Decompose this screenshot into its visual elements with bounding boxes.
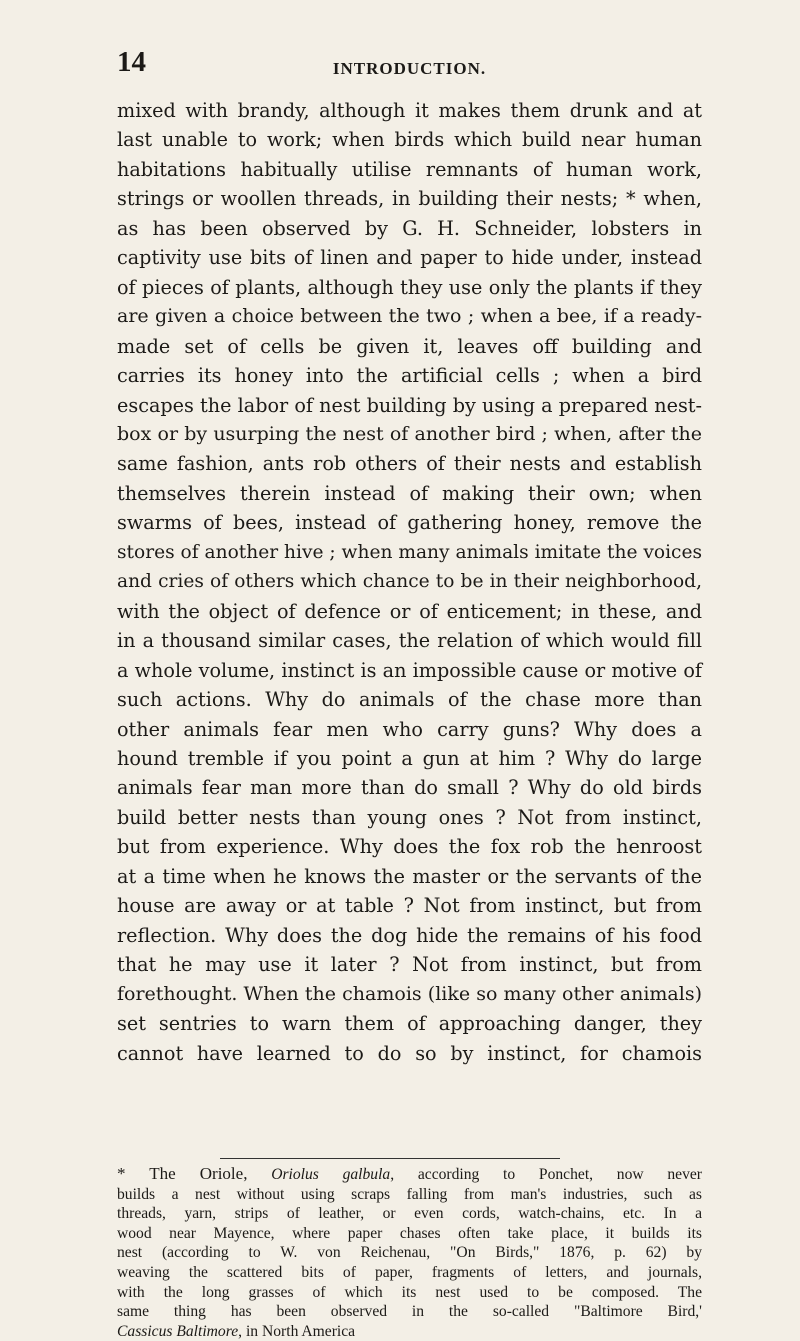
footnote-species: Oriolus galbula: [271, 1166, 391, 1183]
footnote-line: wood near Mayence, where paper chases often take place, it builds its: [117, 1224, 702, 1242]
page-header: [117, 46, 702, 86]
body-line: house are away or at table ? Not from instinct, but from: [117, 894, 702, 918]
body-line: escapes the labor of nest building by using a prepared nest-: [117, 393, 702, 417]
footnote: [117, 1164, 702, 1341]
body-line: build better nests than young ones ? Not from instinct,: [117, 805, 702, 829]
body-line: captivity use bits of linen and paper to hide under, instead: [117, 246, 702, 270]
body-line: carries its honey into the artificial cells ; when a bird: [117, 364, 702, 388]
body-line: habitations habitually utilise remnants of human work,: [117, 157, 702, 181]
footnote-marker: * The Oriole,: [117, 1164, 248, 1183]
body-line: swarms of bees, instead of gathering honey, remove the: [117, 511, 702, 535]
body-line: and cries of others which chance to be in their neighborhood,: [117, 571, 702, 593]
body-line: in a thousand similar cases, the relation of which would fill: [117, 629, 702, 653]
footnote-line: [117, 1322, 702, 1341]
body-line: other animals fear men who carry guns? Why does a: [117, 717, 702, 741]
body-line: forethought. When the chamois (like so many other animals): [117, 982, 702, 1005]
body-paragraph: [117, 96, 702, 1068]
body-line: at a time when he knows the master or the servants of the: [117, 864, 702, 888]
footnote-line: with the long grasses of which its nest used to be composed. The: [117, 1283, 702, 1301]
body-line: a whole volume, instinct is an impossible cause or motive of: [117, 658, 702, 682]
body-line: animals fear man more than do small ? Why do old birds: [117, 776, 702, 800]
body-line: mixed with brandy, although it makes them drunk and at: [117, 99, 702, 122]
body-line: with the object of defence or of enticement; in these, and: [117, 599, 702, 623]
body-line: are given a choice between the two ; when a bee, if a ready-: [117, 305, 702, 328]
body-line: as has been observed by G. H. Schneider, lobsters in: [117, 216, 702, 240]
running-head: INTRODUCTION.: [332, 59, 487, 78]
footnote-line: threads, yarn, strips of leather, or even cords, watch-chains, etc. In a: [117, 1205, 702, 1223]
body-line: made set of cells be given it, leaves off building and: [117, 334, 702, 358]
body-line: same fashion, ants rob others of their nests and establish: [117, 452, 702, 476]
body-line: such actions. Why do animals of the chase more than: [117, 688, 702, 712]
body-line: last unable to work; when birds which build near human: [117, 128, 702, 152]
body-line: box or by usurping the nest of another bird ; when, after the: [117, 422, 702, 445]
footnote-line: nest (according to W. von Reichenau, "On Birds," 1876, p. 62) by: [117, 1244, 702, 1262]
body-line: strings or woollen threads, in building their nests; * when,: [117, 187, 702, 211]
footnote-line: weaving the scattered bits of paper, fragments of letters, and journals,: [117, 1263, 702, 1281]
footnote-line-rest: , in North America: [238, 1322, 356, 1340]
body-line: hound tremble if you point a gun at him ? Why do large: [117, 746, 702, 770]
footnote-species: Cassicus Baltimore: [117, 1322, 239, 1340]
body-line: of pieces of plants, although they use only the plants if they: [117, 275, 702, 299]
body-line: that he may use it later ? Not from instinct, but from: [117, 953, 702, 977]
body-line: but from experience. Why does the fox rob the henroost: [117, 835, 702, 859]
footnote-line-rest: , according to Ponchet, now never: [390, 1166, 702, 1183]
footnote-divider: [220, 1158, 560, 1159]
page-number: 14: [117, 46, 146, 78]
body-line: cannot have learned to do so by instinct, for chamois: [117, 1041, 702, 1065]
body-line: reflection. Why does the dog hide the remains of his food: [117, 923, 702, 947]
footnote-line: builds a nest without using scraps falling from man's industries, such as: [117, 1185, 702, 1203]
body-line: set sentries to warn them of approaching danger, they: [117, 1012, 702, 1036]
footnote-line: [117, 1164, 702, 1185]
footnote-line: same thing has been observed in the so-called "Baltimore Bird,': [117, 1303, 702, 1321]
body-line: stores of another hive ; when many animals imitate the voices: [117, 541, 703, 563]
body-line: themselves therein instead of making their own; when: [117, 481, 702, 505]
